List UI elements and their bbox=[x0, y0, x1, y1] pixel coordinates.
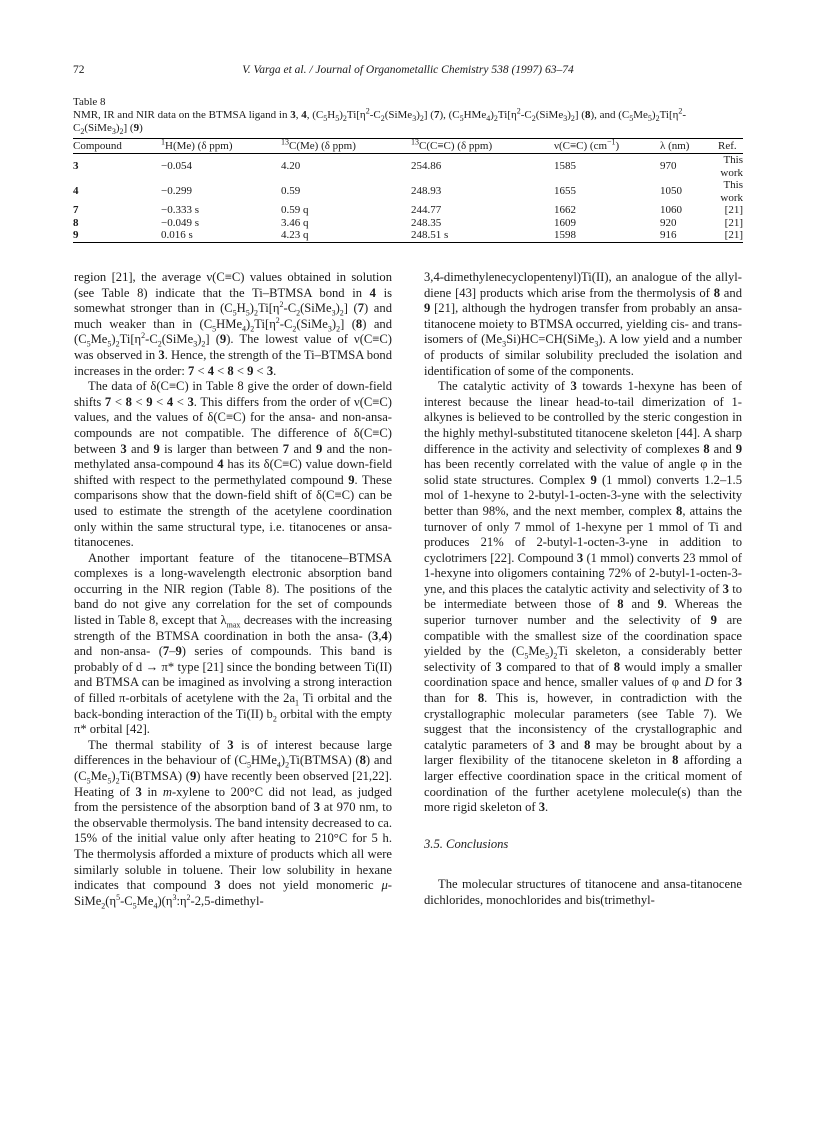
cell-ref: This work bbox=[720, 154, 743, 179]
col-header-lambda: λ (nm) bbox=[660, 140, 690, 152]
table-caption: NMR, IR and NIR data on the BTMSA ligand in 3, 4, $(C_5H_5)_2Ti[\eta^2-C_2(SiMe_3)_2]$ (7), $(C_5HMe_4)_2Ti[\eta^2-C_2(SiMe_3)_2]$ (8), and $(C_5Me_5)_2Ti[\eta^2-$ $C_2(SiMe_3)_2$] (9) bbox=[73, 106, 687, 137]
cell-13c-cc: 248.35 bbox=[411, 216, 442, 229]
cell-13c-me: 3.46 q bbox=[281, 216, 309, 229]
cell-nu: 1598 bbox=[554, 229, 576, 241]
right-column bbox=[424, 270, 742, 909]
cell-compound: 3 bbox=[73, 160, 79, 173]
table-row bbox=[73, 204, 743, 217]
paragraph: Another important feature of the titanocene–BTMSA complexes is a long-wavelength electronic absorption band occurring in the NIR region (Table 8). The positions of the band do not give any correlation for the set of compounds listed in Table 8, except that $\lambda_{max}$ decreases with the increasing strength of the BTMSA coordination in both the ansa- (3,4) and non-ansa- (7–9) series of compounds. This band is probably of d → π* type [21] since the bonding between Ti(II) and BTMSA can be imagined as involving a strong interaction of filled π-orbitals of acetylene with the $2a_1$ Ti orbital and the back-bonding interaction of the Ti(II) $b_2$ orbital with the empty π* orbital [42]. bbox=[74, 550, 392, 737]
cell-13c-cc: 254.86 bbox=[411, 160, 442, 173]
table-8 bbox=[73, 96, 743, 243]
cell-ref: This work bbox=[720, 179, 743, 204]
cell-nu: 1609 bbox=[554, 216, 576, 229]
table-row bbox=[73, 154, 743, 180]
cell-1h: 0.016 s bbox=[161, 229, 193, 241]
cell-13c-cc: 244.77 bbox=[411, 204, 442, 216]
data-table bbox=[73, 138, 743, 243]
journal-citation: V. Varga et al. / Journal of Organometallic Chemistry 538 (1997) 63–74 bbox=[242, 64, 574, 76]
cell-compound: 8 bbox=[73, 216, 79, 229]
col-header-13c-me: $^{13}$C(Me) (δ ppm) bbox=[281, 137, 356, 152]
table-row bbox=[73, 179, 743, 204]
cell-1h: −0.333 s bbox=[161, 204, 199, 216]
cell-compound: 7 bbox=[73, 204, 79, 216]
cell-1h: −0.054 bbox=[161, 160, 192, 173]
paragraph: region [21], the average ν(C≡C) values obtained in solution (see Table 8) indicate that the Ti–BTMSA bond in 4 is somewhat stronger than in $(C_5H_5)_2Ti[\eta^2-C_2(SiMe_3)_2]$ (7) and much weaker than in $(C_5HMe_4)_2Ti[\eta^2-C_2(SiMe_3)_2]$ (8) and $(C_5Me_5)_2Ti[\eta^2-C_2(SiMe_3)_2]$ (9). The lowest value of ν(C≡C) was observed in 3. Hence, the strength of the Ti–BTMSA bond increases in the order: 7 < 4 < 8 < 9 < 3. bbox=[74, 270, 392, 378]
col-header-ref: Ref. bbox=[718, 140, 737, 152]
cell-ref: [21] bbox=[724, 204, 743, 216]
table-header-row bbox=[73, 139, 743, 154]
section-heading: 3.5. Conclusions bbox=[424, 836, 509, 851]
cell-lambda: 970 bbox=[660, 160, 677, 173]
page-number: 72 bbox=[73, 64, 85, 76]
cell-nu: 1585 bbox=[554, 160, 576, 173]
cell-lambda: 920 bbox=[660, 216, 677, 229]
col-header-nu: ν(C≡C) $(cm^{-1})$ bbox=[554, 137, 620, 152]
cell-ref: [21] bbox=[724, 216, 743, 229]
cell-13c-me: 0.59 bbox=[281, 185, 301, 198]
paragraph: The catalytic activity of 3 towards 1-hexyne has been of interest because the linear head-to-tail dimerization of 1-alkynes is believed to be controlled by the steric congestion in the highly methyl-substituted titanocene skeleton [44]. A sharp difference in the activity and selectivity of complexes 8 and 9 has been recently correlated with the value of angle φ in the solid state structures. Complex 9 (1 mmol) converts 1.2–1.5 mol of 1-hexyne to 2-butyl-1-octen-3-yne with the selectivity better than 98%, and the next member, complex 8, attains the turnover of only 7 mmol of 1-hexyne per 1 mmol of Ti and produces 21% of 2-butyl-1-octen-3-yne in addition to cyclotrimers [22]. Compound 3 (1 mmol) converts 23 mmol of 1-hexyne into oligomers containing 72% of 2-butyl-1-octen-3-yne, and this places the catalytic activity and selectivity of 3 to be intermediate between those of 8 and 9. Whereas the superior turnover number and the selectivity of 9 are compatible with the smallest size of the coordination space yielded by the $(C_5Me_5)_2Ti$ skeleton, a considerably better selectivity of 3 compared to that of 8 would imply a smaller coordination space and hence, smaller values of φ and D for 3 than for 8. This is, however, in contradiction with the crystallographic molecular parameters (see Table 7). We suggest that the inconsistency of the crystallographic and catalytic parameters of 3 and 8 may be brought about by a larger flexibility of the titanocene skeleton in 8 affording a larger effective coordination space in the critical moment of coordination of the further acetylene molecule(s) than the more rigid skeleton of 3. bbox=[424, 379, 743, 815]
paragraph: 3,4-dimethylenecyclopentenyl)Ti(II), an analogue of the allyl-diene [43] products which arise from the thermolysis of 8 and 9 [21], although the hydrogen transfer from probably an ansa-titanocene moiety to BTMSA occurred, yielding cis- and trans-isomers of $(Me_3Si)HC=CH(SiMe_3)$. A low yield and a number of products of similar solubility precluded the isolation and identification of some of the components. bbox=[424, 270, 742, 378]
cell-nu: 1662 bbox=[554, 204, 576, 216]
left-column bbox=[74, 270, 392, 909]
col-header-1h: $^1$H(Me) (δ ppm) bbox=[161, 137, 233, 152]
cell-13c-me: 4.23 q bbox=[281, 229, 309, 241]
cell-13c-me: 0.59 q bbox=[281, 204, 309, 216]
cell-13c-cc: 248.51 s bbox=[411, 229, 449, 241]
cell-lambda: 1050 bbox=[660, 185, 682, 198]
cell-1h: −0.049 s bbox=[161, 216, 199, 229]
cell-lambda: 916 bbox=[660, 229, 677, 241]
running-header bbox=[73, 64, 743, 82]
cell-nu: 1655 bbox=[554, 185, 576, 198]
table-label: Table 8 bbox=[73, 96, 106, 108]
table-row bbox=[73, 229, 743, 242]
col-header-13c-cc: $^{13}$C(C≡C) (δ ppm) bbox=[411, 137, 493, 152]
cell-lambda: 1060 bbox=[660, 204, 682, 216]
col-header-compound: Compound bbox=[73, 140, 122, 152]
paragraph: The molecular structures of titanocene and ansa-titanocene dichlorides, monochlorides and bis(trimethyl- bbox=[424, 877, 742, 907]
table-row bbox=[73, 217, 743, 230]
cell-13c-me: 4.20 bbox=[281, 160, 301, 173]
cell-ref: [21] bbox=[724, 229, 743, 241]
paragraph: The data of δ(C≡C) in Table 8 give the order of down-field shifts 7 < 8 < 9 < 4 < 3. This differs from the order of ν(C≡C) values, and the values of δ(C≡C) for the ansa- and non-ansa-compounds are not compatible. The difference of δ(C≡C) between 3 and 9 is larger than between 7 and 9 and the non-methylated ansa-compound 4 has its δ(C≡C) value down-field shifted with respect to the permethylated compound 9. These comparisons show that the down-field shift of δ(C≡C) can be used to estimate the strength of the acetylene coordination only within the same structural type, i.e. titanocenes or ansa-titanocenes. bbox=[74, 379, 393, 550]
cell-compound: 9 bbox=[73, 229, 79, 241]
cell-13c-cc: 248.93 bbox=[411, 185, 442, 198]
cell-compound: 4 bbox=[73, 185, 79, 198]
paragraph: The thermal stability of 3 is of interest because large differences in the behaviour of $(C_5HMe_4)_2Ti(BTMSA)$ (8) and $(C_5Me_5)_2Ti(BTMSA)$ (9) have recently been observed [21,22]. Heating of 3 in m-xylene to 200°C did not lead, as judged from the persistence of the absorption band of 3 at 970 nm, to the observable thermolysis. The band intensity decreased to ca. 15% of the initial value only after heating to 210°C for 5 h. The thermolysis afforded a mixture of products which all were similarly soluble in toluene. Their low solubility in hexane indicates that compound 3 does not yield monomeric $\mu-SiMe_2(\eta^5-C_5Me_4)(\eta^3:\eta^2-2,5-dimethyl-$ bbox=[74, 737, 393, 911]
cell-1h: −0.299 bbox=[161, 185, 192, 198]
